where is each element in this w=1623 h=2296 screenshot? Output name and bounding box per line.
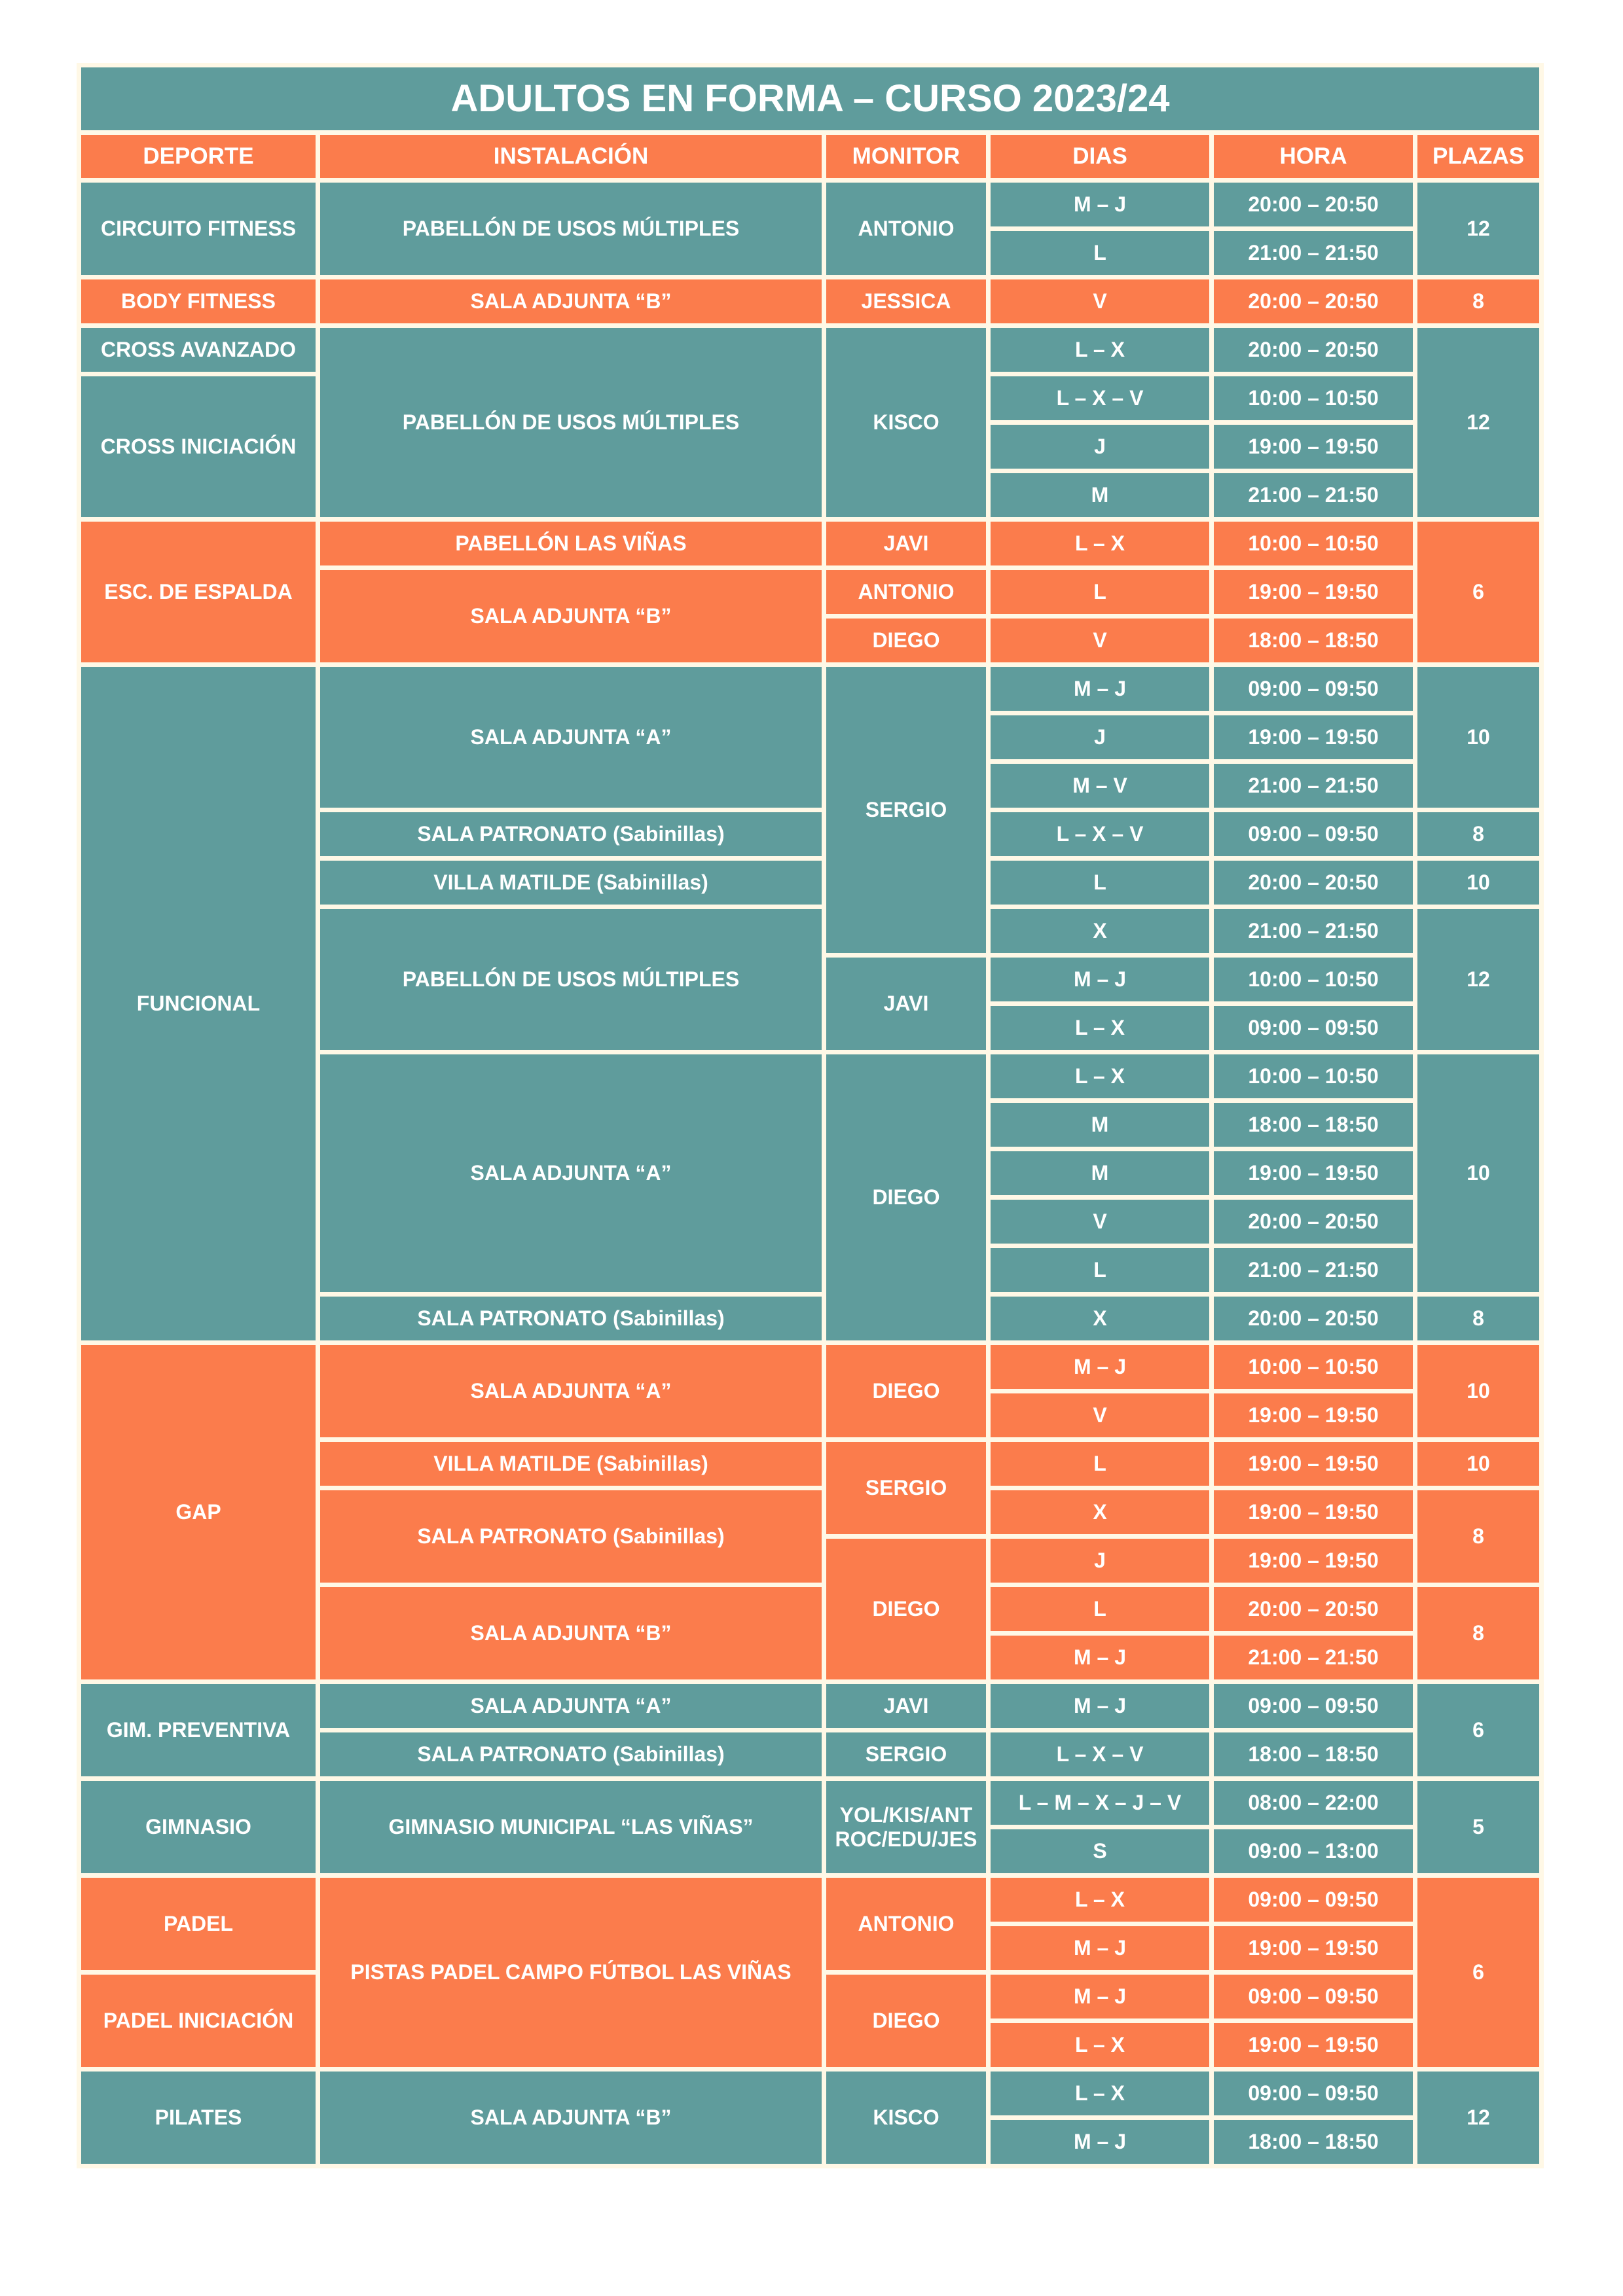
table-cell: GIMNASIO MUNICIPAL “LAS VIÑAS” [320,1781,822,1873]
table-cell: 19:00 – 19:50 [1214,2023,1413,2067]
table-cell: 18:00 – 18:50 [1214,1103,1413,1147]
table-cell: SALA PATRONATO (Sabinillas) [320,1732,822,1776]
table-cell: L [991,1587,1209,1631]
table-cell: 10:00 – 10:50 [1214,1345,1413,1389]
table-cell: V [991,1393,1209,1437]
table-cell: CROSS INICIACIÓN [81,376,316,517]
table-cell: S [991,1829,1209,1873]
table-cell: SERGIO [826,667,986,953]
table-cell: L – X – V [991,376,1209,420]
table-cell: DIEGO [826,619,986,662]
table-cell: YOL/KIS/ANT ROC/EDU/JES [826,1781,986,1873]
table-cell: 09:00 – 09:50 [1214,1878,1413,1922]
table-cell: L [991,861,1209,905]
table-cell: M – J [991,183,1209,226]
table-cell: GIM. PREVENTIVA [81,1684,316,1776]
column-header-instalacion: INSTALACIÓN [320,135,822,178]
table-cell: 19:00 – 19:50 [1214,715,1413,759]
table-cell: 20:00 – 20:50 [1214,1587,1413,1631]
table-cell: SALA PATRONATO (Sabinillas) [320,812,822,856]
table-cell: PABELLÓN DE USOS MÚLTIPLES [320,328,822,517]
table-cell: 21:00 – 21:50 [1214,1636,1413,1679]
table-cell: M – J [991,1345,1209,1389]
table-cell: VILLA MATILDE (Sabinillas) [320,1442,822,1486]
table-cell: ANTONIO [826,1878,986,1970]
table-cell: L [991,570,1209,614]
table-row [81,1345,1539,1389]
table-cell: L – X – V [991,812,1209,856]
table-cell: SALA ADJUNTA “A” [320,1054,822,1292]
column-header-plazas: PLAZAS [1417,135,1539,178]
table-cell: 21:00 – 21:50 [1214,1248,1413,1292]
table-cell: 19:00 – 19:50 [1214,1539,1413,1583]
table-cell: 19:00 – 19:50 [1214,570,1413,614]
table-cell: 20:00 – 20:50 [1214,183,1413,226]
table-cell: 21:00 – 21:50 [1214,231,1413,275]
table-cell: 10:00 – 10:50 [1214,1054,1413,1098]
column-header-dias: DIAS [991,135,1209,178]
table-cell: 09:00 – 09:50 [1214,1975,1413,2018]
table-cell: 10:00 – 10:50 [1214,958,1413,1001]
table-cell: L – X [991,1878,1209,1922]
table-cell: CROSS AVANZADO [81,328,316,372]
table-cell: L – X [991,1006,1209,1050]
table-cell: 8 [1417,1490,1539,1583]
table-row [81,328,1539,372]
table-cell: FUNCIONAL [81,667,316,1340]
table-cell: KISCO [826,328,986,517]
table-cell: J [991,1539,1209,1583]
table-cell: ANTONIO [826,570,986,614]
table-cell: PABELLÓN DE USOS MÚLTIPLES [320,183,822,275]
column-header-deporte: DEPORTE [81,135,316,178]
table-cell: 19:00 – 19:50 [1214,425,1413,469]
table-cell: PILATES [81,2072,316,2164]
column-header-hora: HORA [1214,135,1413,178]
table-cell: M – J [991,958,1209,1001]
table-cell: L [991,231,1209,275]
table-cell: JAVI [826,958,986,1050]
page-title: ADULTOS EN FORMA – CURSO 2023/24 [81,67,1539,130]
table-cell: CIRCUITO FITNESS [81,183,316,275]
table-cell: GAP [81,1345,316,1679]
table-cell: 10 [1417,1054,1539,1292]
table-row [81,1781,1539,1825]
table-cell: L – M – X – J – V [991,1781,1209,1825]
table-cell: SALA ADJUNTA “A” [320,1345,822,1437]
table-cell: 10:00 – 10:50 [1214,376,1413,420]
table-cell: JESSICA [826,279,986,323]
table-row [81,667,1539,711]
header-row [81,135,1539,178]
table-cell: DIEGO [826,1975,986,2067]
table-cell: 6 [1417,1684,1539,1776]
table-cell: 18:00 – 18:50 [1214,619,1413,662]
table-cell: SALA ADJUNTA “B” [320,1587,822,1679]
table-cell: 20:00 – 20:50 [1214,861,1413,905]
table-cell: 12 [1417,2072,1539,2164]
table-row [81,183,1539,226]
table-cell: DIEGO [826,1539,986,1679]
table-cell: M – J [991,2120,1209,2164]
table-cell: BODY FITNESS [81,279,316,323]
table-cell: SALA ADJUNTA “B” [320,279,822,323]
table-cell: 20:00 – 20:50 [1214,1297,1413,1340]
table-cell: 12 [1417,328,1539,517]
table-cell: 19:00 – 19:50 [1214,1490,1413,1534]
table-cell: ANTONIO [826,183,986,275]
table-cell: SALA PATRONATO (Sabinillas) [320,1490,822,1583]
table-cell: JAVI [826,1684,986,1728]
table-cell: 09:00 – 09:50 [1214,2072,1413,2115]
table-cell: 09:00 – 13:00 [1214,1829,1413,1873]
table-cell: PABELLÓN DE USOS MÚLTIPLES [320,909,822,1050]
table-cell: M [991,1151,1209,1195]
table-cell: DIEGO [826,1054,986,1340]
title-row [81,67,1539,130]
table-cell: L – X [991,522,1209,565]
table-cell: PISTAS PADEL CAMPO FÚTBOL LAS VIÑAS [320,1878,822,2067]
table-cell: 18:00 – 18:50 [1214,2120,1413,2164]
table-cell: SALA ADJUNTA “A” [320,1684,822,1728]
table-cell: 8 [1417,812,1539,856]
column-header-monitor: MONITOR [826,135,986,178]
table-cell: 20:00 – 20:50 [1214,1200,1413,1244]
table-cell: V [991,279,1209,323]
table-cell: 09:00 – 09:50 [1214,1006,1413,1050]
table-cell: 8 [1417,1297,1539,1340]
table-cell: ESC. DE ESPALDA [81,522,316,662]
table-cell: 10 [1417,1345,1539,1437]
table-cell: 21:00 – 21:50 [1214,473,1413,517]
table-cell: VILLA MATILDE (Sabinillas) [320,861,822,905]
table-cell: L – X [991,2072,1209,2115]
table-cell: M – J [991,1684,1209,1728]
table-cell: M – J [991,1636,1209,1679]
table-cell: 19:00 – 19:50 [1214,1926,1413,1970]
table-cell: DIEGO [826,1345,986,1437]
table-cell: 09:00 – 09:50 [1214,667,1413,711]
table-cell: 08:00 – 22:00 [1214,1781,1413,1825]
table-cell: L – X – V [991,1732,1209,1776]
table-cell: SALA PATRONATO (Sabinillas) [320,1297,822,1340]
schedule-body [81,183,1539,2164]
table-cell: 12 [1417,909,1539,1050]
table-cell: X [991,1297,1209,1340]
table-cell: JAVI [826,522,986,565]
table-cell: 20:00 – 20:50 [1214,328,1413,372]
table-cell: M [991,1103,1209,1147]
table-cell: M [991,473,1209,517]
table-cell: 12 [1417,183,1539,275]
table-cell: PABELLÓN LAS VIÑAS [320,522,822,565]
table-row [81,1684,1539,1728]
table-cell: 19:00 – 19:50 [1214,1393,1413,1437]
table-cell: PADEL [81,1878,316,1970]
table-cell: KISCO [826,2072,986,2164]
table-cell: 20:00 – 20:50 [1214,279,1413,323]
table-cell: 10 [1417,1442,1539,1486]
table-cell: 21:00 – 21:50 [1214,909,1413,953]
table-cell: 19:00 – 19:50 [1214,1442,1413,1486]
table-cell: 09:00 – 09:50 [1214,1684,1413,1728]
table-cell: X [991,909,1209,953]
table-cell: 10 [1417,667,1539,808]
table-cell: PADEL INICIACIÓN [81,1975,316,2067]
table-cell: M – J [991,667,1209,711]
table-cell: SALA ADJUNTA “B” [320,570,822,662]
table-row [81,522,1539,565]
table-row [81,1878,1539,1922]
schedule-table [77,63,1544,2168]
table-row [81,2072,1539,2115]
table-cell: SERGIO [826,1732,986,1776]
table-cell: 19:00 – 19:50 [1214,1151,1413,1195]
table-cell: J [991,425,1209,469]
table-cell: L – X [991,328,1209,372]
table-cell: 8 [1417,279,1539,323]
table-cell: 10 [1417,861,1539,905]
table-cell: L [991,1248,1209,1292]
table-row [81,279,1539,323]
table-cell: L [991,1442,1209,1486]
table-cell: 21:00 – 21:50 [1214,764,1413,808]
table-cell: M – J [991,1926,1209,1970]
table-cell: 6 [1417,1878,1539,2067]
table-cell: 8 [1417,1587,1539,1679]
table-cell: GIMNASIO [81,1781,316,1873]
table-cell: 10:00 – 10:50 [1214,522,1413,565]
table-cell: L – X [991,1054,1209,1098]
table-cell: SERGIO [826,1442,986,1534]
table-cell: J [991,715,1209,759]
table-cell: 09:00 – 09:50 [1214,812,1413,856]
table-cell: L – X [991,2023,1209,2067]
table-cell: SALA ADJUNTA “B” [320,2072,822,2164]
table-cell: V [991,619,1209,662]
table-cell: SALA ADJUNTA “A” [320,667,822,808]
table-cell: 18:00 – 18:50 [1214,1732,1413,1776]
table-cell: 5 [1417,1781,1539,1873]
table-cell: M – J [991,1975,1209,2018]
table-cell: M – V [991,764,1209,808]
table-cell: V [991,1200,1209,1244]
table-cell: 6 [1417,522,1539,662]
table-cell: X [991,1490,1209,1534]
